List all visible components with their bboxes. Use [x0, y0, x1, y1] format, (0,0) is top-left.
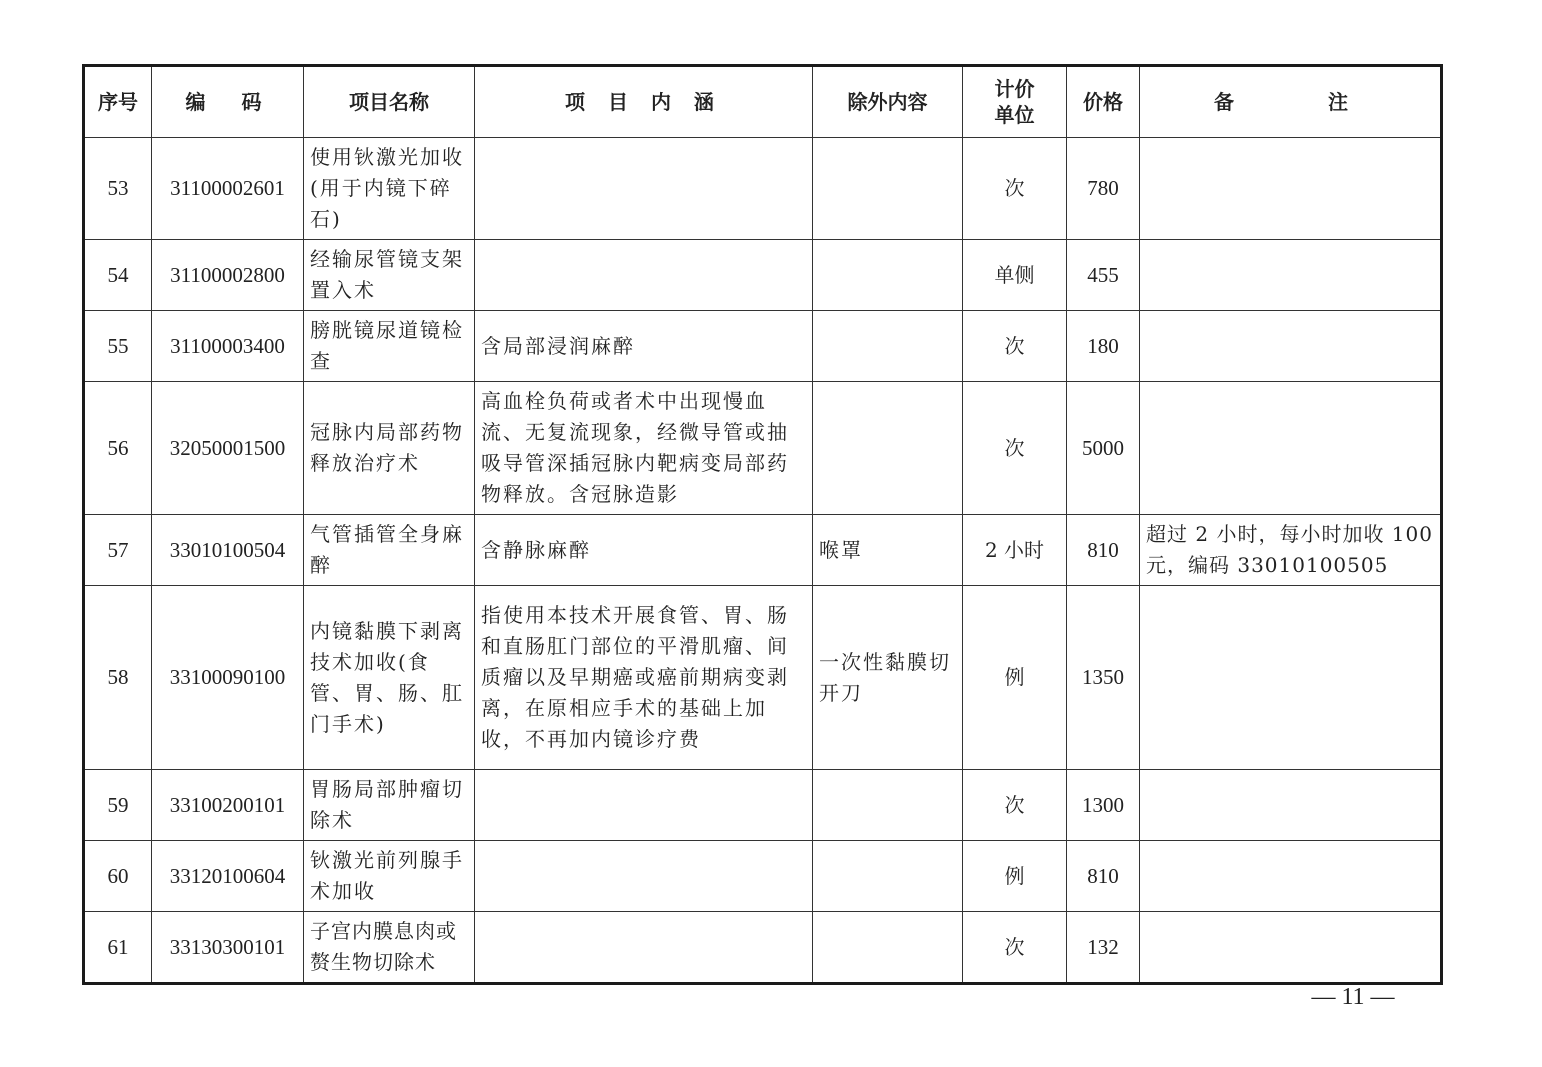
cell-seq: 60	[84, 841, 152, 912]
cell-content: 高血栓负荷或者术中出现慢血流、无复流现象，经微导管或抽吸导管深插冠脉内靶病变局部药物释放。含冠脉造影	[475, 382, 813, 515]
cell-price: 5000	[1067, 382, 1140, 515]
cell-content	[475, 770, 813, 841]
cell-code: 33010100504	[152, 515, 304, 586]
cell-remark	[1140, 770, 1442, 841]
cell-content: 指使用本技术开展食管、胃、肠和直肠肛门部位的平滑肌瘤、间质瘤以及早期癌或癌前期病变剥离，在原相应手术的基础上加收，不再加内镜诊疗费	[475, 586, 813, 770]
header-content: 项 目 内 涵	[475, 66, 813, 138]
cell-name: 使用钬激光加收(用于内镜下碎石)	[304, 138, 475, 240]
cell-seq: 58	[84, 586, 152, 770]
price-table	[82, 64, 1443, 985]
cell-excluded: 一次性黏膜切开刀	[813, 586, 963, 770]
cell-code: 33130300101	[152, 912, 304, 984]
cell-remark: 超过 2 小时，每小时加收 100 元，编码 33010100505	[1140, 515, 1442, 586]
table-header-row	[84, 66, 1442, 138]
cell-price: 810	[1067, 841, 1140, 912]
table-row	[84, 382, 1442, 515]
cell-name: 子宫内膜息肉或赘生物切除术	[304, 912, 475, 984]
cell-price: 132	[1067, 912, 1140, 984]
page-number: — 11 —	[1311, 984, 1395, 1010]
cell-unit: 单侧	[963, 240, 1067, 311]
header-seq: 序号	[84, 66, 152, 138]
cell-unit: 次	[963, 138, 1067, 240]
cell-seq: 54	[84, 240, 152, 311]
cell-content: 含局部浸润麻醉	[475, 311, 813, 382]
cell-code: 32050001500	[152, 382, 304, 515]
cell-unit: 例	[963, 586, 1067, 770]
cell-price: 180	[1067, 311, 1140, 382]
cell-excluded: 喉罩	[813, 515, 963, 586]
cell-name: 内镜黏膜下剥离技术加收(食管、胃、肠、肛门手术)	[304, 586, 475, 770]
cell-price: 780	[1067, 138, 1140, 240]
cell-name: 冠脉内局部药物释放治疗术	[304, 382, 475, 515]
cell-unit: 次	[963, 311, 1067, 382]
table-row	[84, 912, 1442, 984]
cell-seq: 56	[84, 382, 152, 515]
cell-unit: 次	[963, 912, 1067, 984]
cell-excluded	[813, 240, 963, 311]
cell-price: 1350	[1067, 586, 1140, 770]
cell-content	[475, 138, 813, 240]
header-price: 价格	[1067, 66, 1140, 138]
cell-excluded	[813, 770, 963, 841]
table-row	[84, 240, 1442, 311]
cell-seq: 61	[84, 912, 152, 984]
table-row	[84, 770, 1442, 841]
cell-unit: 次	[963, 382, 1067, 515]
cell-remark	[1140, 240, 1442, 311]
cell-remark	[1140, 841, 1442, 912]
cell-code: 33120100604	[152, 841, 304, 912]
cell-unit: 例	[963, 841, 1067, 912]
cell-content	[475, 841, 813, 912]
cell-code: 33100200101	[152, 770, 304, 841]
header-remark: 备 注	[1140, 66, 1442, 138]
cell-content: 含静脉麻醉	[475, 515, 813, 586]
table-row	[84, 586, 1442, 770]
cell-name: 胃肠局部肿瘤切除术	[304, 770, 475, 841]
cell-name: 膀胱镜尿道镜检查	[304, 311, 475, 382]
cell-seq: 53	[84, 138, 152, 240]
cell-name: 钬激光前列腺手术加收	[304, 841, 475, 912]
header-name: 项目名称	[304, 66, 475, 138]
header-unit: 计价单位	[963, 66, 1067, 138]
table-row	[84, 138, 1442, 240]
cell-unit: 2 小时	[963, 515, 1067, 586]
cell-remark	[1140, 311, 1442, 382]
cell-excluded	[813, 382, 963, 515]
cell-code: 31100003400	[152, 311, 304, 382]
cell-seq: 55	[84, 311, 152, 382]
cell-excluded	[813, 841, 963, 912]
cell-name: 经输尿管镜支架置入术	[304, 240, 475, 311]
header-code: 编 码	[152, 66, 304, 138]
header-excluded: 除外内容	[813, 66, 963, 138]
cell-code: 31100002601	[152, 138, 304, 240]
cell-price: 810	[1067, 515, 1140, 586]
table-row	[84, 311, 1442, 382]
cell-excluded	[813, 912, 963, 984]
cell-code: 33100090100	[152, 586, 304, 770]
cell-excluded	[813, 138, 963, 240]
cell-unit: 次	[963, 770, 1067, 841]
table-row	[84, 841, 1442, 912]
cell-content	[475, 240, 813, 311]
cell-remark	[1140, 138, 1442, 240]
cell-code: 31100002800	[152, 240, 304, 311]
cell-excluded	[813, 311, 963, 382]
cell-remark	[1140, 586, 1442, 770]
cell-content	[475, 912, 813, 984]
cell-name: 气管插管全身麻醉	[304, 515, 475, 586]
cell-remark	[1140, 912, 1442, 984]
cell-remark	[1140, 382, 1442, 515]
cell-seq: 57	[84, 515, 152, 586]
cell-price: 455	[1067, 240, 1140, 311]
cell-seq: 59	[84, 770, 152, 841]
cell-price: 1300	[1067, 770, 1140, 841]
table-row	[84, 515, 1442, 586]
